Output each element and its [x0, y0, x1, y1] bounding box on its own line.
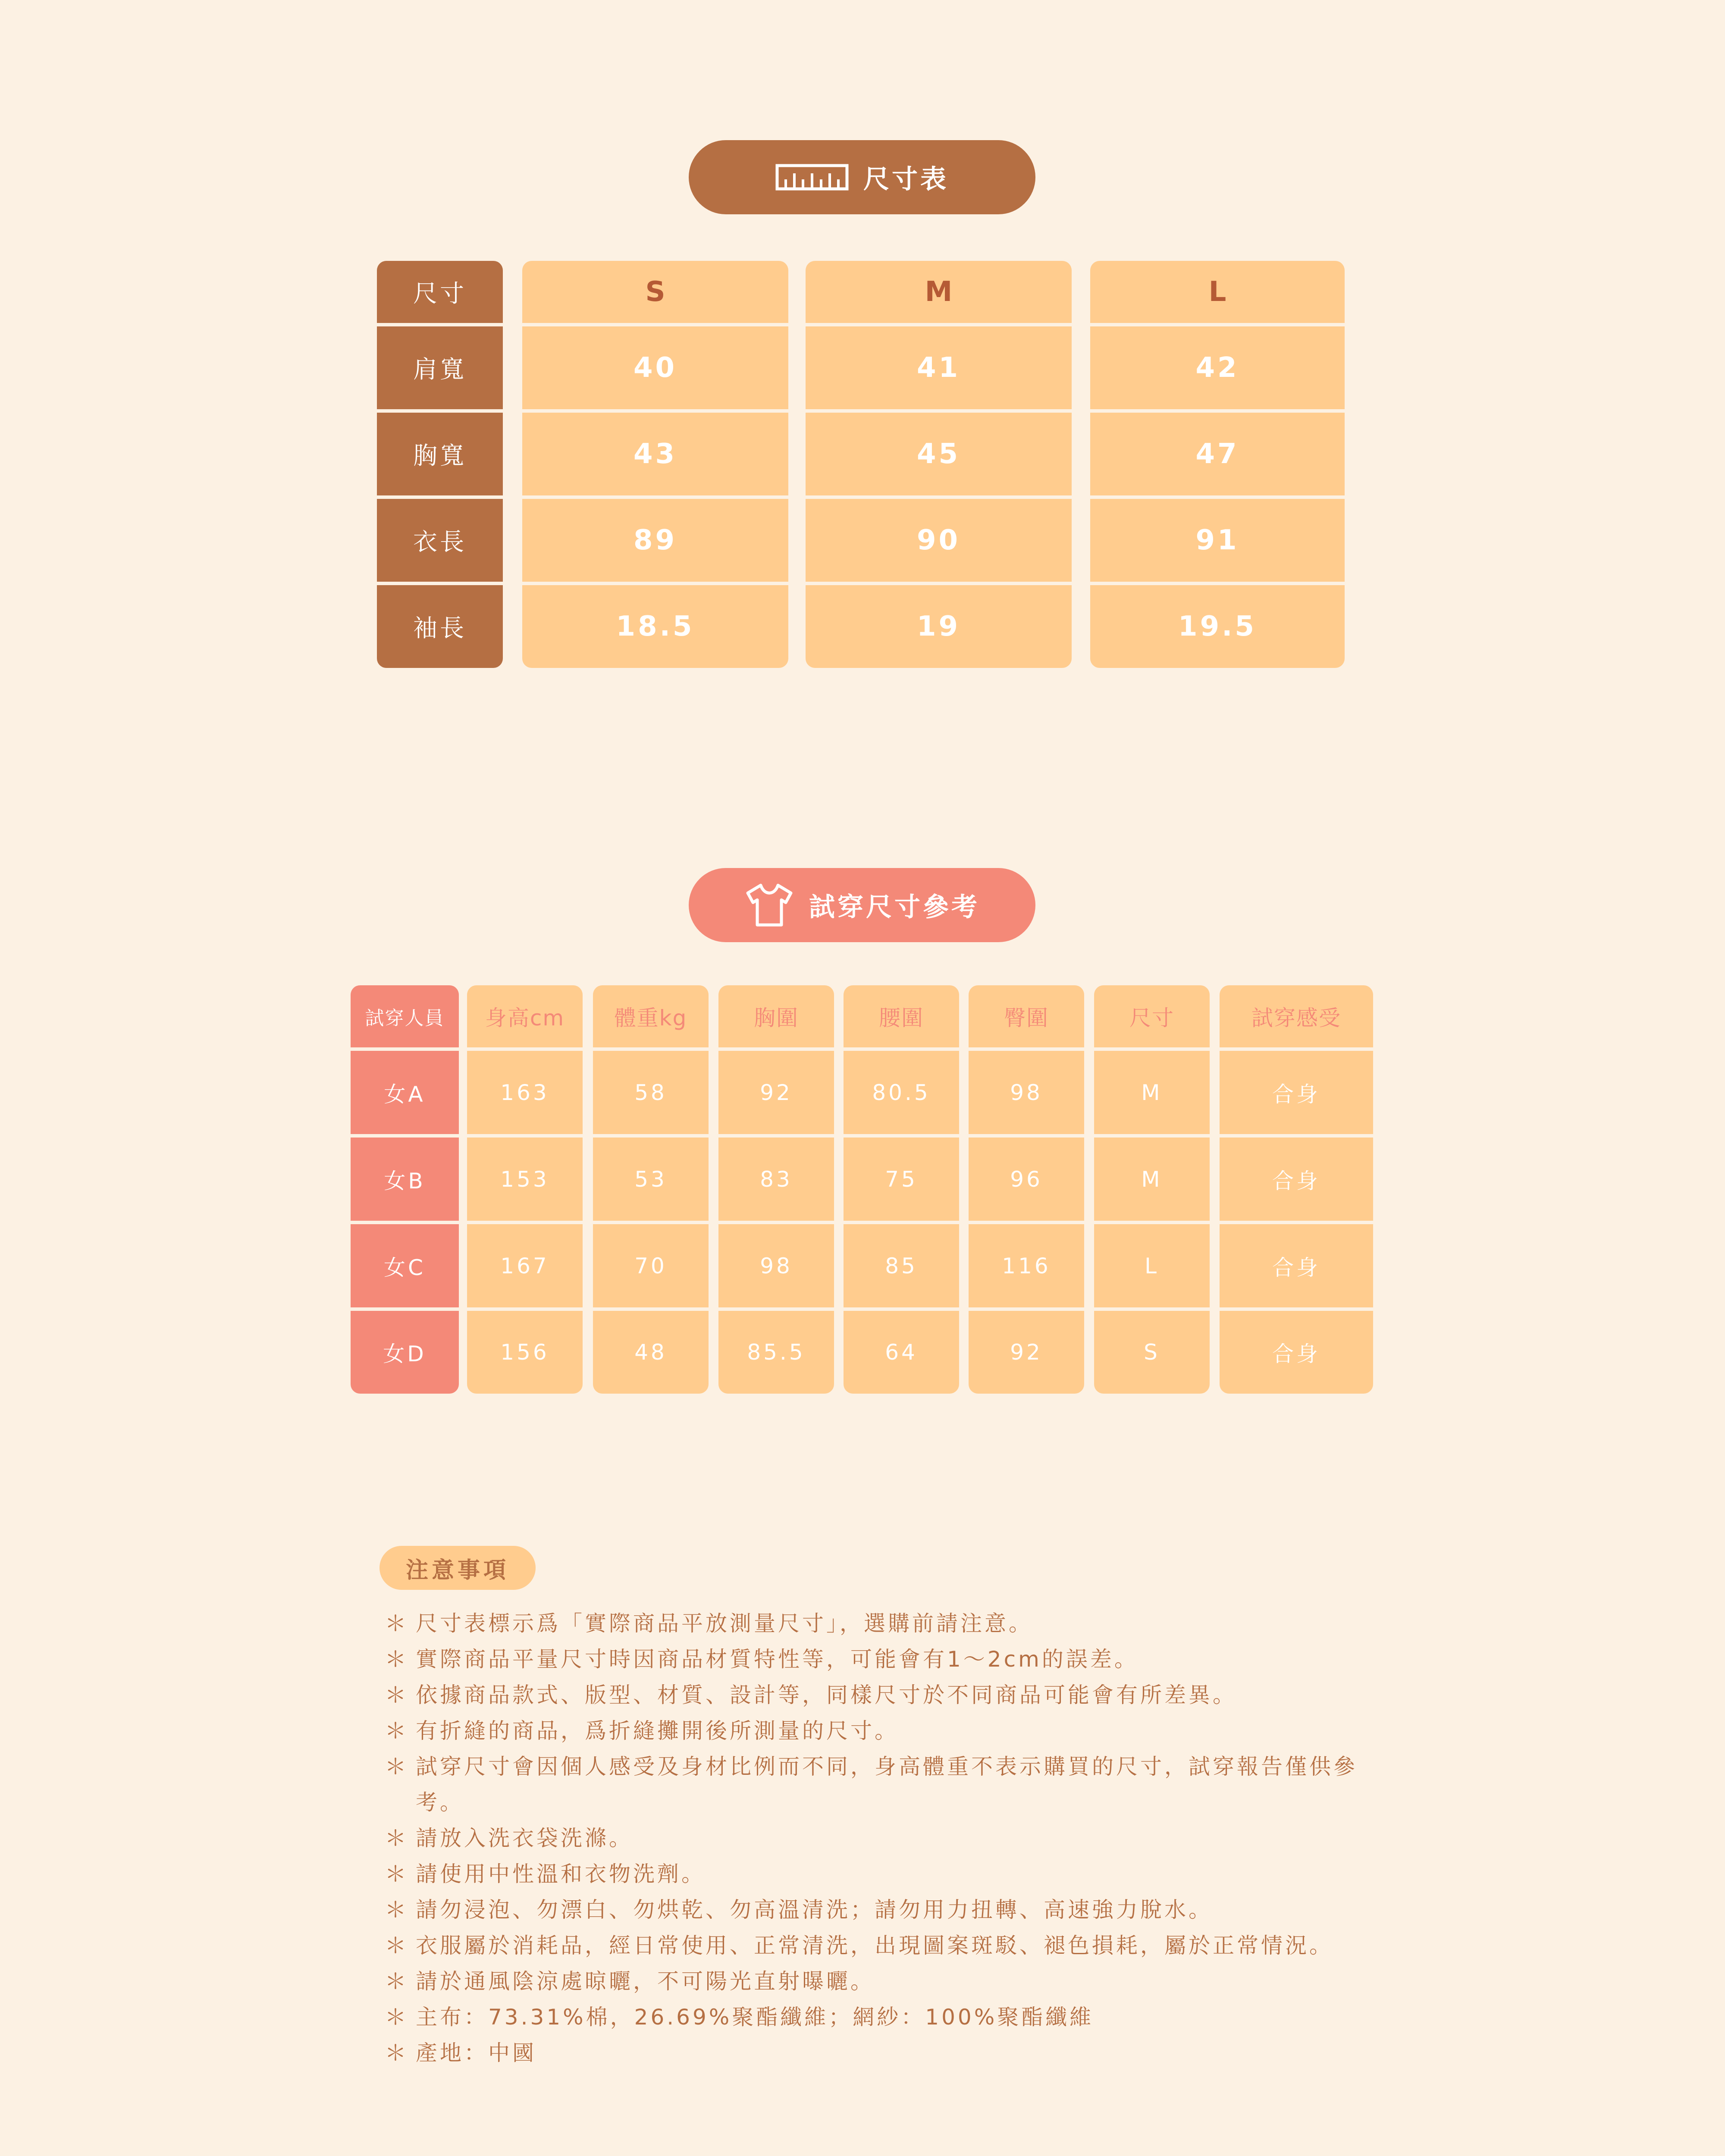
asterisk-icon: ＊	[385, 1718, 409, 1743]
size-cell: 47	[1195, 438, 1239, 470]
tryon-column-fit	[1220, 985, 1373, 1394]
tryon-cell: S	[1144, 1340, 1160, 1365]
tryon-cell: 153	[500, 1166, 549, 1192]
note-item	[385, 1821, 1454, 1856]
note-item	[385, 1856, 1454, 1892]
tryon-cell: 合身	[1272, 1341, 1320, 1366]
size-header-label: 尺寸	[413, 280, 467, 308]
asterisk-icon: ＊	[385, 1647, 409, 1672]
note-item	[385, 1964, 1454, 1999]
note-item	[385, 2035, 1454, 2071]
tryon-cell: 83	[760, 1166, 793, 1192]
size-column-l	[1090, 261, 1345, 668]
size-cell: 19.5	[1178, 611, 1257, 642]
asterisk-icon: ＊	[385, 1861, 409, 1887]
asterisk-icon: ＊	[385, 1683, 409, 1708]
size-cell: 41	[916, 352, 961, 384]
size-cell: 89	[633, 524, 677, 556]
tryon-cell: 80.5	[872, 1080, 931, 1105]
tryon-cell: 92	[760, 1080, 793, 1105]
person-label: 女B	[384, 1168, 426, 1194]
size-column-m	[806, 261, 1072, 668]
note-text: 試穿尺寸會因個人感受及身材比例而不同，身高體重不表示購買的尺寸，試穿報告僅供參考。	[416, 1754, 1358, 1815]
tryon-header: 胸圍	[754, 1006, 799, 1031]
tryon-cell: 85	[885, 1253, 918, 1279]
note-text: 衣服屬於消耗品，經日常使用、正常清洗，出現圖案斑駁、褪色損耗，屬於正常情況。	[416, 1933, 1333, 1958]
note-item	[385, 1713, 1454, 1749]
notes-list	[385, 1606, 1454, 2071]
size-cell: 42	[1195, 352, 1239, 384]
note-text: 依據商品款式、版型、材質、設計等，同樣尺寸於不同商品可能會有所差異。	[416, 1683, 1237, 1708]
note-text: 尺寸表標示爲「實際商品平放測量尺寸」，選購前請注意。	[416, 1611, 1033, 1636]
size-cell: 91	[1195, 524, 1239, 556]
tryon-cell: 48	[634, 1340, 667, 1365]
asterisk-icon: ＊	[385, 1969, 409, 1994]
size-column-s	[522, 261, 788, 668]
tryon-title	[689, 868, 1035, 942]
asterisk-icon: ＊	[385, 1826, 409, 1851]
size-cell: 18.5	[616, 611, 695, 642]
size-cell: 40	[633, 352, 677, 384]
tryon-cell: 64	[885, 1340, 918, 1365]
tryon-title-text: 試穿尺寸參考	[809, 892, 980, 922]
tryon-cell: M	[1141, 1080, 1163, 1105]
size-chart-title-text: 尺寸表	[863, 164, 949, 194]
tryon-header: 尺寸	[1129, 1006, 1174, 1031]
tryon-column-waist	[844, 985, 959, 1394]
note-item	[385, 1606, 1454, 1642]
tryon-column-hip	[969, 985, 1084, 1394]
tryon-cell: 75	[885, 1166, 918, 1192]
note-text: 產地：中國	[416, 2040, 536, 2065]
tryon-cell: 156	[500, 1340, 549, 1365]
row-label-sleeve: 袖長	[413, 614, 467, 642]
notes-title: 注意事項	[380, 1546, 536, 1590]
row-label-shoulder: 肩寬	[413, 356, 467, 384]
tryon-cell: 85.5	[747, 1340, 806, 1365]
row-label-chest: 胸寬	[413, 442, 467, 470]
note-item	[385, 1928, 1454, 1964]
note-item	[385, 1999, 1454, 2035]
tryon-cell: 合身	[1272, 1081, 1320, 1107]
note-text: 請使用中性溫和衣物洗劑。	[416, 1861, 706, 1887]
asterisk-icon: ＊	[385, 1754, 409, 1779]
note-text: 主布：73.31%棉，26.69%聚酯纖維；網紗：100%聚酯纖維	[416, 2005, 1094, 2030]
person-label: 女D	[383, 1341, 427, 1366]
size-cell: 45	[916, 438, 961, 470]
note-item	[385, 1677, 1454, 1713]
tryon-column-chest	[718, 985, 834, 1394]
tryon-cell: M	[1141, 1166, 1163, 1192]
tryon-cell: 98	[760, 1253, 793, 1279]
tryon-column-height	[467, 985, 583, 1394]
tryon-cell: 116	[1002, 1253, 1051, 1279]
size-header: M	[925, 276, 953, 308]
person-label: 女A	[384, 1081, 426, 1107]
tryon-cell: 合身	[1272, 1255, 1320, 1280]
asterisk-icon: ＊	[385, 1897, 409, 1922]
note-text: 請勿浸泡、勿漂白、勿烘乾、勿高溫清洗；請勿用力扭轉、高速強力脫水。	[416, 1897, 1213, 1922]
size-cell: 90	[916, 524, 961, 556]
ruler-icon	[775, 164, 849, 191]
size-cell: 19	[916, 611, 961, 642]
tryon-column-weight	[593, 985, 709, 1394]
note-text: 實際商品平量尺寸時因商品材質特性等，可能會有1～2cm的誤差。	[416, 1647, 1138, 1672]
note-text: 請放入洗衣袋洗滌。	[416, 1826, 633, 1851]
tryon-cell: 合身	[1272, 1168, 1320, 1194]
size-chart-title	[689, 140, 1035, 214]
asterisk-icon: ＊	[385, 2040, 409, 2065]
asterisk-icon: ＊	[385, 1611, 409, 1636]
tryon-cell: 53	[634, 1166, 667, 1192]
tryon-cell: 58	[634, 1080, 667, 1105]
tryon-header: 身高cm	[485, 1006, 565, 1031]
tryon-person-header: 試穿人員	[365, 1007, 445, 1029]
note-item	[385, 1642, 1454, 1677]
tryon-cell: 163	[500, 1080, 549, 1105]
note-item	[385, 1749, 1386, 1821]
asterisk-icon: ＊	[385, 1933, 409, 1958]
tryon-cell: 92	[1010, 1340, 1043, 1365]
size-cell: 43	[633, 438, 677, 470]
size-chart-label-column	[377, 261, 503, 668]
tryon-column-size	[1094, 985, 1210, 1394]
tryon-cell: 96	[1010, 1166, 1043, 1192]
note-text: 有折縫的商品，爲折縫攤開後所測量的尺寸。	[416, 1718, 899, 1743]
tryon-cell: L	[1145, 1253, 1159, 1279]
size-header: S	[645, 276, 665, 308]
tshirt-icon	[744, 883, 794, 928]
tryon-header: 試穿感受	[1251, 1006, 1341, 1031]
note-item	[385, 1892, 1454, 1928]
tryon-header: 臀圍	[1004, 1006, 1049, 1031]
size-header: L	[1208, 276, 1226, 308]
tryon-cell: 70	[634, 1253, 667, 1279]
tryon-label-column	[351, 985, 459, 1394]
tryon-header: 腰圍	[879, 1006, 924, 1031]
row-label-length: 衣長	[413, 528, 467, 556]
asterisk-icon: ＊	[385, 2005, 409, 2030]
tryon-header: 體重kg	[614, 1006, 687, 1031]
tryon-cell: 98	[1010, 1080, 1043, 1105]
note-text: 請於通風陰涼處晾曬，不可陽光直射曝曬。	[416, 1969, 875, 1994]
person-label: 女C	[384, 1255, 426, 1280]
tryon-cell: 167	[500, 1253, 549, 1279]
